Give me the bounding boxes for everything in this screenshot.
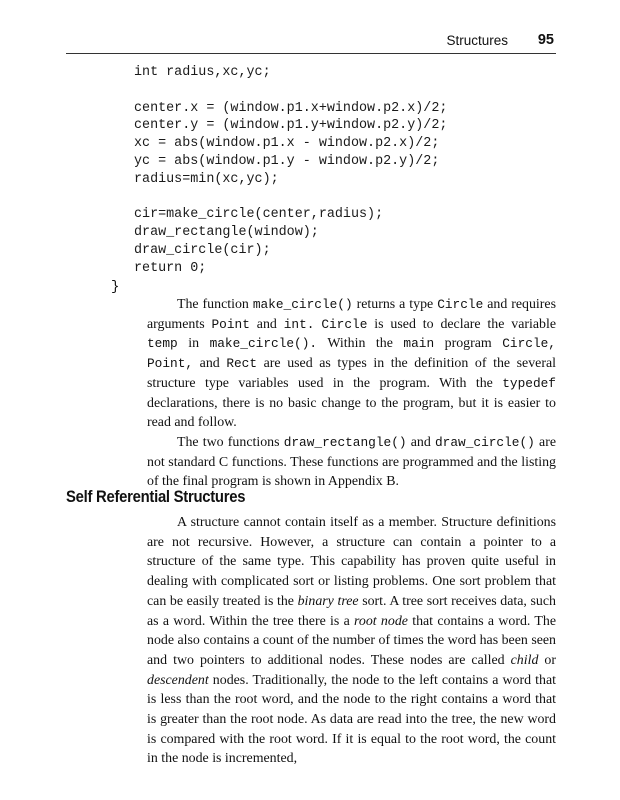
code-line: int radius,xc,yc; bbox=[134, 65, 271, 80]
code-line bbox=[134, 82, 447, 100]
code-line: return 0; bbox=[134, 260, 207, 276]
code-line: center.y = (window.p1.y+window.p2.y)/2; bbox=[134, 118, 448, 134]
header-rule bbox=[66, 53, 556, 54]
body-text-lower bbox=[147, 513, 556, 769]
code-line: draw_rectangle(window); bbox=[134, 225, 319, 241]
paragraph-self-referential: A structure cannot contain itself as a member. Structure definitions are not recursive. However, a structure can contain a pointer to a structure of the same type. This capability has proven quite useful in dealing with complicated sort or listing problems. One sort problem that can be easily treated is the binary tree sort. A tree sort receives data, such as a word. Within the tree there is a root node that contains a word. The node also contains a count of the number of times the word has been seen and two pointers to additional nodes. These nodes are called child or descendent nodes. Traditionally, the node to the left contains a word that is less than the root word, and the node to the right contains a word that is greater than the root node. As data are read into the tree, the new word is compared with the root word. If it is equal to the root word, the count in the node is incremented, bbox=[147, 515, 557, 767]
running-header bbox=[66, 33, 556, 55]
paragraph-draw-functions: The two functions draw_rectangle() and draw_circle() are not standard C functions. These functions are programmed and the listing of the final program is shown in Appendix B. bbox=[147, 434, 556, 490]
code-line: xc = abs(window.p1.x - window.p2.x)/2; bbox=[134, 136, 440, 152]
code-line: radius=min(xc,yc); bbox=[134, 171, 279, 187]
body-text-upper bbox=[147, 295, 556, 492]
page-number: 95 bbox=[537, 32, 554, 48]
code-line: yc = abs(window.p1.y - window.p2.y)/2; bbox=[134, 153, 440, 169]
code-line: cir=make_circle(center,radius); bbox=[134, 207, 384, 223]
code-line: center.x = (window.p1.x+window.p2.x)/2; bbox=[134, 100, 448, 116]
code-closing-brace: } bbox=[111, 279, 120, 295]
running-header-title: Structures bbox=[446, 33, 508, 48]
paragraph-make-circle: The function make_circle() returns a type Circle and requires arguments Point and int. Circle is used to declare the variable temp in make_circle(). Within the main program Circle, Point, and Rect are used as types in the definition of the several structure type variables used in the program. With the typedef declarations, there is no basic change to the program, but it is easier to read and follow. bbox=[147, 297, 556, 431]
code-line bbox=[134, 189, 447, 207]
section-heading: Self Referential Structures bbox=[66, 488, 246, 506]
code-line: draw_circle(cir); bbox=[134, 242, 271, 258]
code-listing bbox=[134, 64, 447, 278]
